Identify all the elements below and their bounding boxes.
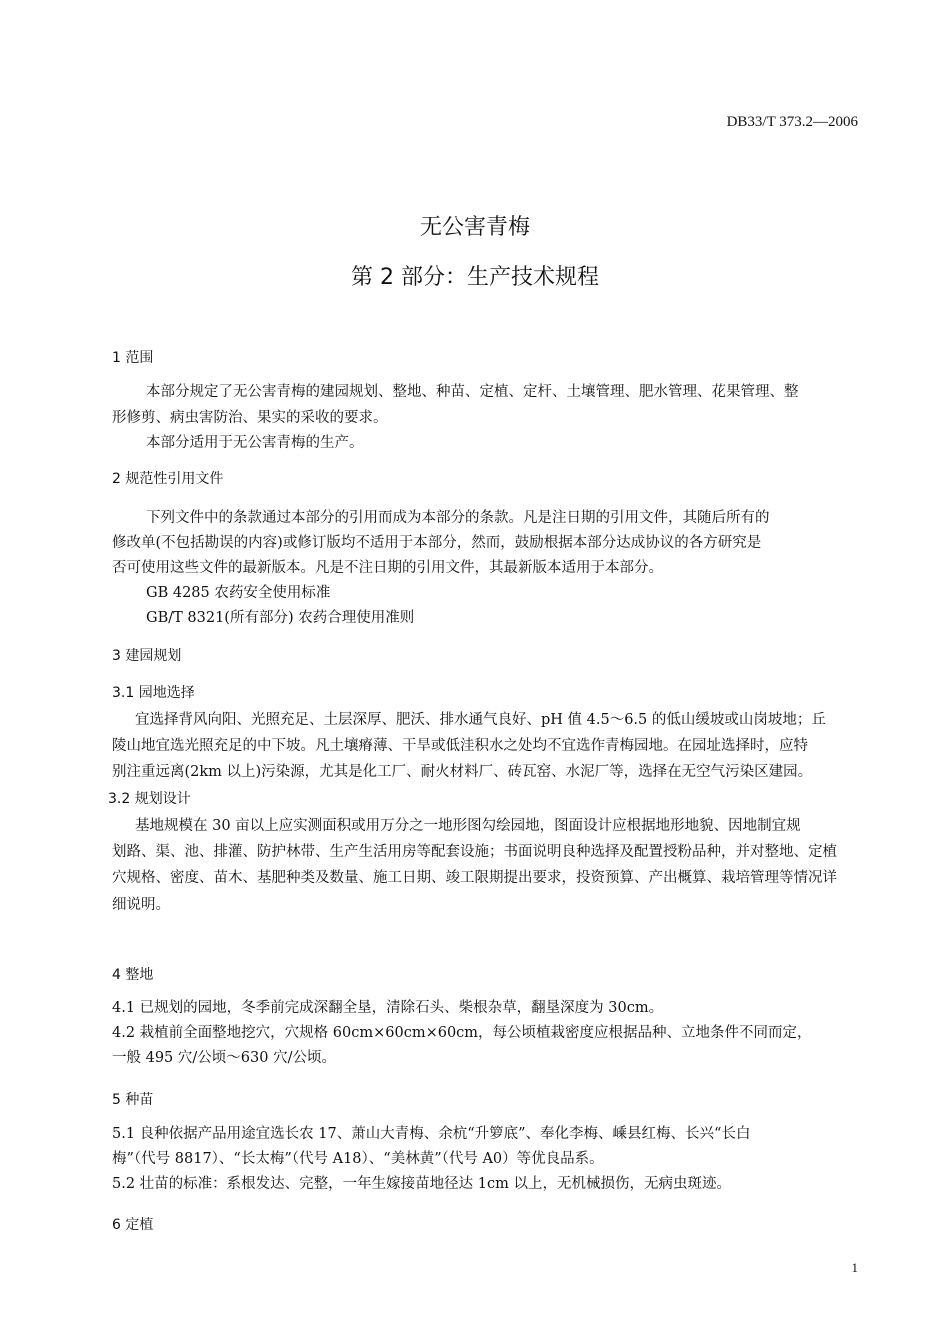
section-2-text-line: 否可使用这些文件的最新版本。凡是不注日期的引用文件，其最新版本适用于本部分。 xyxy=(112,560,663,576)
section-5-2-text: 5.2 壮苗的标准：系根发达、完整，一年生嫁接苗地径达 1cm 以上，无机械损伤，无病虫斑迹。 xyxy=(112,1176,731,1192)
section-6-heading: 6 定植 xyxy=(112,1217,154,1233)
section-1-text-line: 本部分规定了无公害青梅的建园规划、整地、种苗、定植、定杆、土壤管理、肥水管理、花果管理、整 xyxy=(146,384,799,400)
section-3-2-text-line: 基地规模在 30 亩以上应实测面积或用万分之一地形图勾绘园地，图面设计应根据地形地貌、因地制宜规 xyxy=(135,818,801,834)
document-code: DB33/T 373.2—2006 xyxy=(726,114,858,130)
section-4-heading: 4 整地 xyxy=(112,967,154,983)
section-1-text-line: 形修剪、病虫害防治、果实的采收的要求。 xyxy=(112,410,388,426)
section-3-2-text-line: 划路、渠、池、排灌、防护林带、生产生活用房等配套设施；书面说明良种选择及配置授粉品种，并对整地、定植 xyxy=(112,844,837,860)
reference-gbt8321: GB/T 8321(所有部分) 农药合理使用准则 xyxy=(146,610,415,626)
section-3-2-text-line: 细说明。 xyxy=(112,897,170,913)
section-3-1-heading: 3.1 园地选择 xyxy=(112,685,195,701)
section-5-1-text-line: 梅”（代号 8817）、“长太梅”（代号 A18）、“美林黄”（代号 A0）等优良品系。 xyxy=(112,1151,604,1167)
section-1-heading: 1 范围 xyxy=(112,350,154,366)
section-2-text-line: 下列文件中的条款通过本部分的引用而成为本部分的条款。凡是注日期的引用文件，其随后所有的 xyxy=(146,510,770,526)
document-subtitle: 第 2 部分：生产技术规程 xyxy=(351,265,599,290)
section-3-1-text-line: 宜选择背风向阳、光照充足、土层深厚、肥沃、排水通气良好、pH 值 4.5～6.5 的低山缓坡或山岗坡地；丘 xyxy=(135,712,826,728)
section-4-2-text-line: 4.2 栽植前全面整地挖穴，穴规格 60cm×60cm×60cm，每公顷植栽密度应根据品种、立地条件不同而定， xyxy=(112,1025,812,1041)
section-2-text-line: 修改单(不包括勘误的内容)或修订版均不适用于本部分，然而，鼓励根据本部分达成协议的各方研究是 xyxy=(112,535,762,551)
section-3-2-heading: 3.2 规划设计 xyxy=(108,791,191,807)
section-1-text-line: 本部分适用于无公害青梅的生产。 xyxy=(146,435,364,451)
section-4-1-text: 4.1 已规划的园地，冬季前完成深翻全垦，清除石头、柴根杂草，翻垦深度为 30cm。 xyxy=(112,1000,664,1016)
section-4-2-text-line: 一般 495 穴/公顷～630 穴/公顷。 xyxy=(112,1050,336,1066)
section-3-1-text-line: 别注重远离(2km 以上)污染源，尤其是化工厂、耐火材料厂、砖瓦窑、水泥厂等，选择在无空气污染区建园。 xyxy=(112,764,813,780)
page-number: 1 xyxy=(851,1260,858,1275)
section-3-1-text-line: 陵山地宜选光照充足的中下坡。凡土壤瘠薄、干旱或低洼积水之处均不宜选作青梅园地。在园址选择时，应特 xyxy=(112,738,808,754)
section-5-1-text-line: 5.1 良种依据产品用途宜选长农 17、萧山大青梅、余杭“升箩底”、奉化李梅、嵊县红梅、长兴“长白 xyxy=(112,1126,751,1142)
reference-gb4285: GB 4285 农药安全使用标准 xyxy=(146,585,331,601)
section-2-heading: 2 规范性引用文件 xyxy=(112,471,224,487)
section-5-heading: 5 种苗 xyxy=(112,1092,154,1108)
section-3-heading: 3 建园规划 xyxy=(112,648,182,664)
section-3-2-text-line: 穴规格、密度、苗木、基肥种类及数量、施工日期、竣工限期提出要求，投资预算、产出概算、栽培管理等情况详 xyxy=(112,870,837,886)
document-title: 无公害青梅 xyxy=(419,215,530,240)
